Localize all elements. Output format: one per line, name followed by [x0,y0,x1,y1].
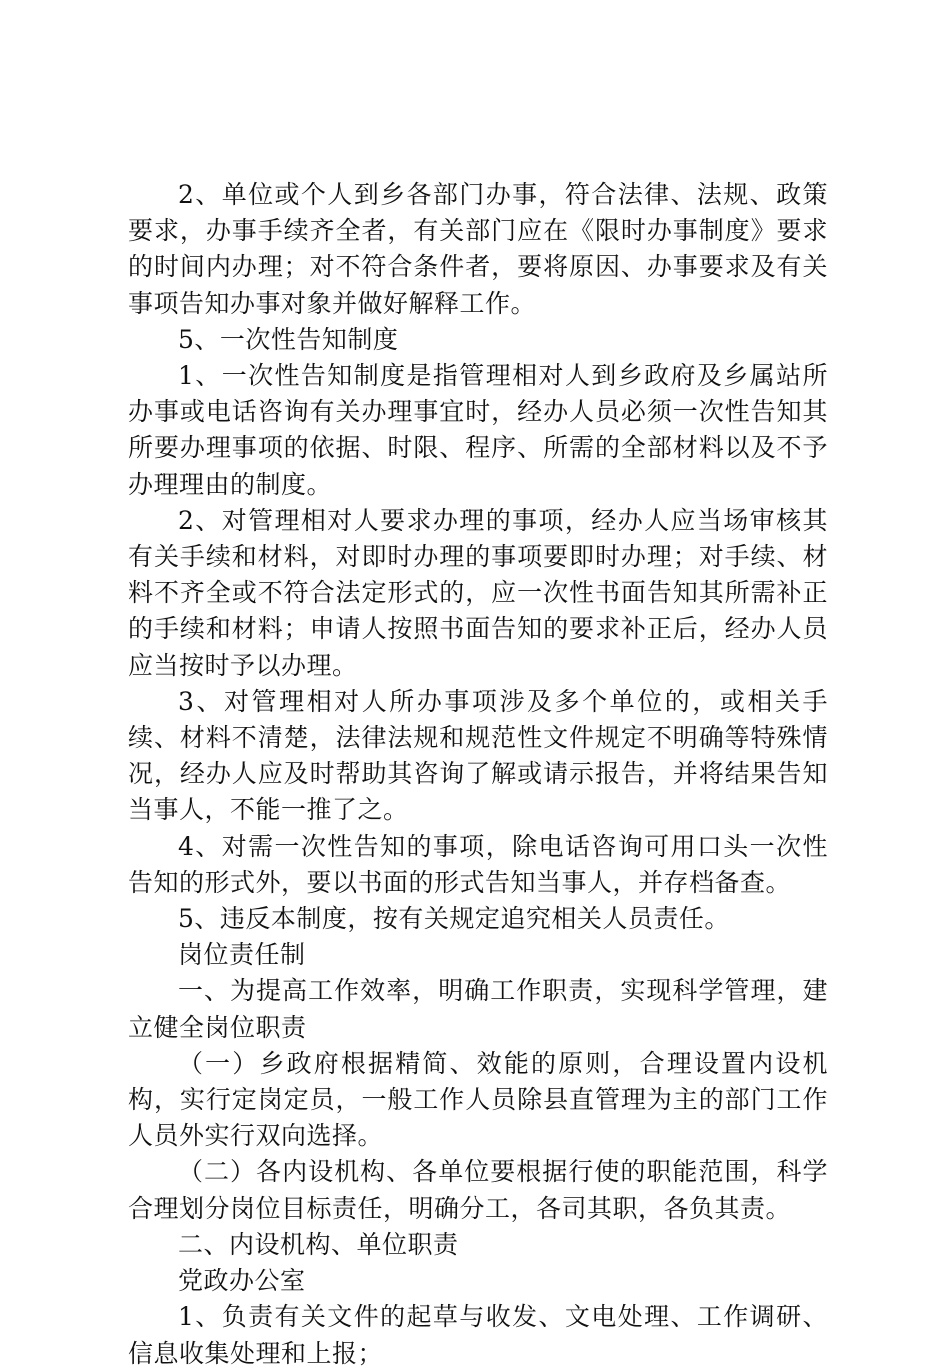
section-heading-party-office: 党政办公室 [178,1266,306,1296]
paragraph-notice-review: 2、对管理相对人要求办理的事项，经办人应当场审核其有关手续和材料，对即时办理的事项要即时办理；对手续、材料不齐全或不符合法定形式的，应一次性书面告知其所需补正的手续和材料；申请人按照书面告知的要求补正后，经办人员应当按时予以办理。 [128,505,828,680]
paragraph-item-2-handling: 2、单位或个人到乡各部门办事，符合法律、法规、政策要求，办事手续齐全者，有关部门应在《限时办事制度》要求的时间内办理；对不符合条件者，要将原因、办事要求及有关事项告知办事对象并做好解释工作。 [128,180,828,318]
paragraph-sub-two: （二）各内设机构、各单位要根据行使的职能范围，科学合理划分岗位目标责任，明确分工，各司其职，各负其责。 [128,1157,828,1223]
section-heading-post-responsibility: 岗位责任制 [178,940,306,970]
paragraph-notice-written: 4、对需一次性告知的事项，除电话咨询可用口头一次性告知的形式外，要以书面的形式告知当事人，并存档备查。 [128,831,828,897]
paragraph-sub-one: （一）乡政府根据精简、效能的原则，合理设置内设机构，实行定岗定员，一般工作人员除县直管理为主的部门工作人员外实行双向选择。 [128,1048,828,1151]
paragraph-office-duty-1: 1、负责有关文件的起草与收发、文电处理、工作调研、信息收集处理和上报； [128,1302,828,1368]
paragraph-notice-violation: 5、违反本制度，按有关规定追究相关人员责任。 [178,904,730,934]
document-body [128,177,828,1372]
paragraph-improve-efficiency: 一、为提高工作效率，明确工作职责，实现科学管理，建立健全岗位职责 [128,976,828,1042]
paragraph-notice-definition: 1、一次性告知制度是指管理相对人到乡政府及乡属站所办事或电话咨询有关办理事宜时，经办人员必须一次性告知其所要办理事项的依据、时限、程序、所需的全部材料以及不予办理理由的制度。 [128,361,828,499]
paragraph-notice-multi-unit: 3、对管理相对人所办事项涉及多个单位的，或相关手续、材料不清楚，法律法规和规范性文件规定不明确等特殊情况，经办人应及时帮助其咨询了解或请示报告，并将结果告知当事人，不能一推了之。 [128,686,828,825]
paragraph-internal-duties: 二、内设机构、单位职责 [178,1229,459,1259]
section-heading-one-time-notice: 5、一次性告知制度 [178,324,399,354]
